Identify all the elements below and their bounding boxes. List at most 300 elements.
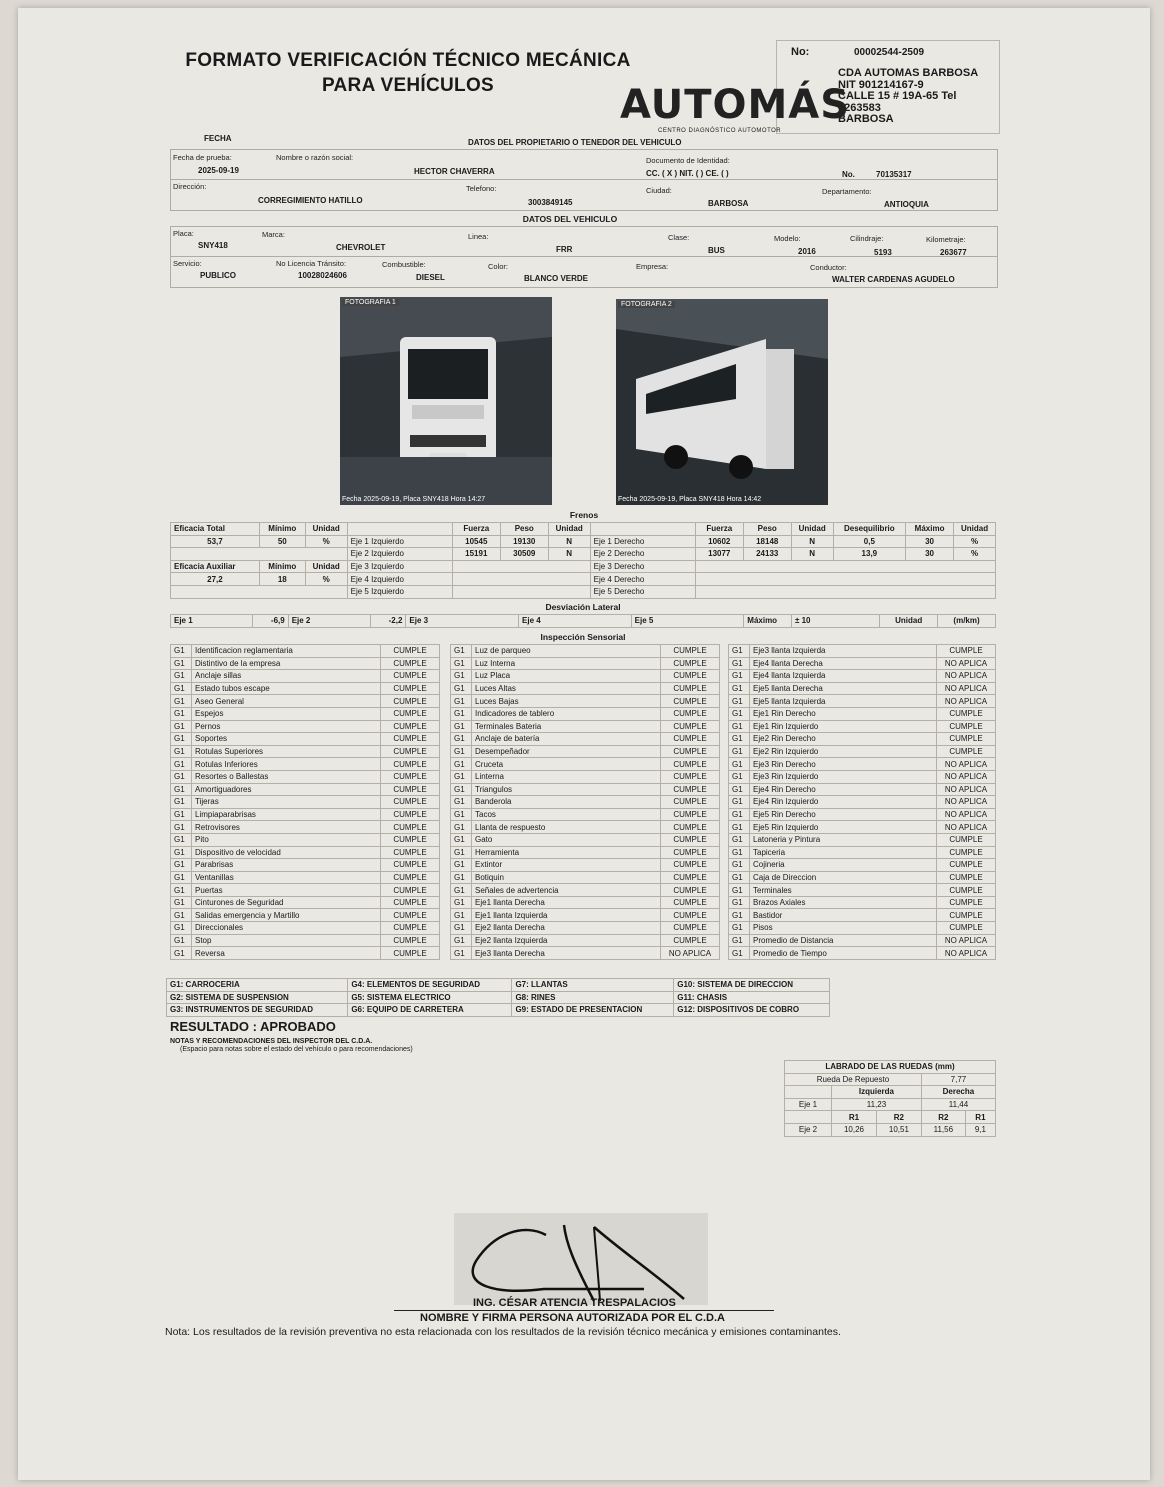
- item-name: Desempeñador: [472, 745, 661, 758]
- sensorial-row: [729, 707, 996, 720]
- item-status: CUMPLE: [937, 733, 996, 746]
- item-name: Espejos: [192, 707, 381, 720]
- item-name: Linterna: [472, 770, 661, 783]
- item-name: Luces Altas: [472, 682, 661, 695]
- color-value: BLANCO VERDE: [524, 274, 589, 283]
- group-code: G1: [451, 934, 472, 947]
- item-status: CUMPLE: [661, 808, 720, 821]
- sensorial-row: [171, 947, 440, 960]
- city-label: Ciudad:: [646, 186, 672, 195]
- sensorial-column-2: [450, 644, 720, 960]
- item-status: CUMPLE: [381, 770, 440, 783]
- item-status: CUMPLE: [381, 896, 440, 909]
- item-status: CUMPLE: [661, 720, 720, 733]
- group-code: G1: [451, 947, 472, 960]
- sensorial-row: [729, 783, 996, 796]
- fecha-label: Fecha de prueba:: [173, 153, 232, 162]
- item-status: CUMPLE: [937, 859, 996, 872]
- item-status: NO APLICA: [937, 796, 996, 809]
- aux-unidad-label: Unidad: [305, 560, 347, 573]
- item-name: Eje3 Rin Derecho: [750, 758, 937, 771]
- eje1-izq-label: Eje 1 Izquierdo: [347, 535, 452, 548]
- empty-cell: [171, 585, 348, 598]
- r1-der-label: R1: [965, 1111, 995, 1124]
- linea-label: Linea:: [468, 232, 489, 241]
- aux-minimo-label: Mínimo: [259, 560, 305, 573]
- eje2-der-fuerza: 13077: [695, 548, 743, 561]
- eficacia-aux-value: 27,2: [171, 573, 260, 586]
- item-status: CUMPLE: [381, 695, 440, 708]
- item-status: NO APLICA: [937, 783, 996, 796]
- group-code: G1: [451, 707, 472, 720]
- group-code: G1: [171, 896, 192, 909]
- item-status: CUMPLE: [381, 859, 440, 872]
- sensorial-row: [729, 833, 996, 846]
- empty-cell: [785, 1086, 832, 1099]
- sensorial-row: [171, 884, 440, 897]
- item-status: CUMPLE: [661, 871, 720, 884]
- group-code: G1: [451, 833, 472, 846]
- item-status: CUMPLE: [937, 707, 996, 720]
- item-name: Extintor: [472, 859, 661, 872]
- empty-cell: [695, 585, 995, 598]
- sensorial-row: [451, 745, 720, 758]
- item-name: Pernos: [192, 720, 381, 733]
- item-status: CUMPLE: [381, 783, 440, 796]
- item-name: Eje1 llanta Izquierda: [472, 909, 661, 922]
- sensorial-row: [729, 682, 996, 695]
- empty-cell: [695, 573, 995, 586]
- group-code: G1: [729, 770, 750, 783]
- repuesto-label: Rueda De Repuesto: [785, 1073, 922, 1086]
- item-name: Aseo General: [192, 695, 381, 708]
- item-status: CUMPLE: [381, 884, 440, 897]
- sensorial-row: [451, 833, 720, 846]
- group-code: G1: [729, 720, 750, 733]
- signature-role: NOMBRE Y FIRMA PERSONA AUTORIZADA POR EL C.D.A: [420, 1312, 725, 1324]
- group-code: G1: [729, 758, 750, 771]
- fecha-value: 2025-09-19: [198, 166, 239, 175]
- item-status: CUMPLE: [661, 682, 720, 695]
- sensorial-row: [451, 783, 720, 796]
- eje3-izq-label: Eje 3 Izquierdo: [347, 560, 452, 573]
- group-code: G1: [171, 846, 192, 859]
- legend-row: [167, 991, 830, 1004]
- logo-subtitle: CENTRO DIAGNÓSTICO AUTOMOTOR: [658, 128, 782, 134]
- doc-number: 70135317: [876, 170, 912, 179]
- eje5-izq-label: Eje 5 Izquierdo: [347, 585, 452, 598]
- legend-item: G12: DISPOSITIVOS DE COBRO: [674, 1004, 830, 1017]
- item-status: CUMPLE: [661, 884, 720, 897]
- km-value: 263677: [940, 248, 967, 257]
- eje2-der-peso: 24133: [743, 548, 791, 561]
- group-code: G1: [171, 720, 192, 733]
- group-code: G1: [451, 733, 472, 746]
- company-info: CDA AUTOMAS BARBOSA NIT 901214167-9 CALLE 15 # 19A-65 Tel 6263583 BARBOSA: [838, 67, 979, 125]
- legend-item: G3: INSTRUMENTOS DE SEGURIDAD: [167, 1004, 348, 1017]
- item-status: CUMPLE: [937, 896, 996, 909]
- item-name: Banderola: [472, 796, 661, 809]
- item-status: CUMPLE: [937, 871, 996, 884]
- photo-front-tag: FOTOGRAFIA 1: [342, 299, 399, 306]
- marca-label: Marca:: [262, 230, 285, 239]
- item-name: Caja de Direccion: [750, 871, 937, 884]
- r2-der-label: R2: [921, 1111, 965, 1124]
- item-status: CUMPLE: [661, 745, 720, 758]
- eje2-der-label: Eje 2 Derecho: [590, 548, 695, 561]
- item-status: CUMPLE: [381, 745, 440, 758]
- item-status: CUMPLE: [661, 670, 720, 683]
- lateral-title: Desviación Lateral: [545, 602, 621, 612]
- lateral-maximo-label: Máximo: [744, 615, 792, 628]
- brakes-table: [170, 522, 996, 599]
- group-code: G1: [171, 909, 192, 922]
- item-status: CUMPLE: [381, 934, 440, 947]
- item-name: Eje3 llanta Izquierda: [750, 645, 937, 658]
- sensorial-row: [451, 758, 720, 771]
- item-status: CUMPLE: [381, 909, 440, 922]
- total-unidad-value: %: [305, 535, 347, 548]
- group-code: G1: [729, 909, 750, 922]
- group-legend: [166, 978, 830, 1017]
- group-code: G1: [171, 821, 192, 834]
- eje1-des-unidad: %: [954, 535, 996, 548]
- item-status: CUMPLE: [661, 657, 720, 670]
- sensorial-row: [451, 707, 720, 720]
- doc-no-label: No.: [842, 170, 855, 179]
- fuerza-label-left: Fuerza: [452, 523, 500, 536]
- group-code: G1: [729, 871, 750, 884]
- unidad-label-right: Unidad: [791, 523, 833, 536]
- handwritten-signature: [454, 1213, 708, 1305]
- sensorial-row: [729, 846, 996, 859]
- item-name: Cojineria: [750, 859, 937, 872]
- fecha-section-title: FECHA: [204, 134, 232, 143]
- eje1-der-peso: 18148: [743, 535, 791, 548]
- legend-row: [167, 1004, 830, 1017]
- item-name: Stop: [192, 934, 381, 947]
- signature-area: [454, 1213, 708, 1305]
- total-unidad-label: Unidad: [305, 523, 347, 536]
- item-status: CUMPLE: [381, 871, 440, 884]
- item-name: Identificacion reglamentaria: [192, 645, 381, 658]
- group-code: G1: [451, 909, 472, 922]
- sensorial-row: [171, 707, 440, 720]
- legend-item: G10: SISTEMA DE DIRECCION: [674, 979, 830, 992]
- group-code: G1: [729, 896, 750, 909]
- sensorial-row: [729, 896, 996, 909]
- bus-side-image: [616, 299, 828, 505]
- item-name: Tacos: [472, 808, 661, 821]
- sensorial-row: [171, 670, 440, 683]
- item-name: Estado tubos escape: [192, 682, 381, 695]
- group-code: G1: [451, 695, 472, 708]
- sensorial-row: [171, 682, 440, 695]
- sensorial-column-3: [728, 644, 996, 960]
- item-name: Anclaje de batería: [472, 733, 661, 746]
- item-name: Latoneria y Pintura: [750, 833, 937, 846]
- wheels-eje1-label: Eje 1: [785, 1098, 832, 1111]
- item-status: CUMPLE: [661, 707, 720, 720]
- item-status: CUMPLE: [381, 808, 440, 821]
- group-code: G1: [729, 783, 750, 796]
- eje1-izq-fuerza: 10545: [452, 535, 500, 548]
- sensorial-row: [171, 796, 440, 809]
- item-name: Eje5 Rin Derecho: [750, 808, 937, 821]
- item-status: CUMPLE: [661, 796, 720, 809]
- group-code: G1: [729, 947, 750, 960]
- group-code: G1: [451, 808, 472, 821]
- photo-front-caption: Fecha 2025-09-19, Placa SNY418 Hora 14:27: [342, 496, 486, 503]
- group-code: G1: [451, 896, 472, 909]
- item-status: CUMPLE: [661, 846, 720, 859]
- legend-row: [167, 979, 830, 992]
- sensorial-row: [171, 934, 440, 947]
- legend-item: G11: CHASIS: [674, 991, 830, 1004]
- lateral-unidad-label: Unidad: [880, 615, 938, 628]
- item-status: CUMPLE: [661, 783, 720, 796]
- document-title: FORMATO VERIFICACIÓN TÉCNICO MECÁNICA PARA VEHÍCULOS: [185, 50, 631, 96]
- group-code: G1: [451, 922, 472, 935]
- sensorial-row: [729, 733, 996, 746]
- legend-item: G4: ELEMENTOS DE SEGURIDAD: [348, 979, 512, 992]
- city-value: BARBOSA: [708, 199, 749, 208]
- group-code: G1: [729, 922, 750, 935]
- lateral-eje2-value: -2,2: [370, 615, 406, 628]
- item-status: CUMPLE: [381, 682, 440, 695]
- item-status: NO APLICA: [937, 934, 996, 947]
- combustible-label: Combustible:: [382, 260, 426, 269]
- photo-side: [616, 299, 828, 505]
- group-code: G1: [171, 808, 192, 821]
- lateral-eje1-value: -6,9: [253, 615, 289, 628]
- dept-value: ANTIOQUIA: [884, 200, 929, 209]
- eficacia-total-value: 53,7: [171, 535, 260, 548]
- eje2-der-unidad: N: [791, 548, 833, 561]
- item-name: Direccionales: [192, 922, 381, 935]
- fuerza-label-right: Fuerza: [695, 523, 743, 536]
- clase-value: BUS: [708, 246, 725, 255]
- phone-value: 3003849145: [528, 198, 573, 207]
- group-code: G1: [451, 770, 472, 783]
- conductor-label: Conductor:: [810, 263, 847, 272]
- servicio-label: Servicio:: [173, 259, 202, 268]
- km-label: Kilometraje:: [926, 235, 966, 244]
- item-name: Tapiceria: [750, 846, 937, 859]
- sensorial-row: [729, 871, 996, 884]
- item-status: CUMPLE: [381, 657, 440, 670]
- lateral-maximo-value: ± 10: [791, 615, 879, 628]
- sensorial-row: [451, 657, 720, 670]
- group-code: G1: [451, 657, 472, 670]
- item-name: Gato: [472, 833, 661, 846]
- sensorial-row: [451, 884, 720, 897]
- lateral-eje4-label: Eje 4: [519, 615, 632, 628]
- item-name: Eje4 Rin Derecho: [750, 783, 937, 796]
- item-status: CUMPLE: [661, 645, 720, 658]
- wheels-eje2-label: Eje 2: [785, 1123, 832, 1136]
- lateral-unidad-value: (m/km): [938, 615, 996, 628]
- item-name: Parabrisas: [192, 859, 381, 872]
- eje1-der-fuerza: 10602: [695, 535, 743, 548]
- item-status: CUMPLE: [381, 821, 440, 834]
- item-status: CUMPLE: [937, 909, 996, 922]
- group-code: G1: [171, 670, 192, 683]
- eje1-izq-unidad: N: [548, 535, 590, 548]
- lateral-eje2-label: Eje 2: [288, 615, 370, 628]
- item-status: NO APLICA: [937, 808, 996, 821]
- sensorial-row: [451, 645, 720, 658]
- eje5-der-label: Eje 5 Derecho: [590, 585, 695, 598]
- maximo-label: Máximo: [906, 523, 954, 536]
- wheels-title: LABRADO DE LAS RUEDAS (mm): [785, 1061, 996, 1074]
- item-name: Promedio de Tiempo: [750, 947, 937, 960]
- dept-label: Departamento:: [822, 187, 872, 196]
- empty-cell: [347, 523, 452, 536]
- group-code: G1: [451, 645, 472, 658]
- sensorial-row: [729, 670, 996, 683]
- legend-item: G9: ESTADO DE PRESENTACION: [512, 1004, 674, 1017]
- eje2-maximo: 30: [906, 548, 954, 561]
- group-code: G1: [171, 733, 192, 746]
- group-code: G1: [171, 682, 192, 695]
- sensorial-row: [729, 657, 996, 670]
- sensorial-row: [451, 682, 720, 695]
- item-name: Indicadores de tablero: [472, 707, 661, 720]
- item-status: CUMPLE: [381, 947, 440, 960]
- item-name: Herramienta: [472, 846, 661, 859]
- group-code: G1: [171, 770, 192, 783]
- r1-izq-label: R1: [832, 1111, 877, 1124]
- wheels-eje1-der: 11,44: [921, 1098, 995, 1111]
- inspection-sheet: [18, 8, 1150, 1480]
- item-status: CUMPLE: [661, 695, 720, 708]
- item-name: Ventanillas: [192, 871, 381, 884]
- sensorial-row: [171, 896, 440, 909]
- eje1-der-label: Eje 1 Derecho: [590, 535, 695, 548]
- placa-label: Placa:: [173, 229, 194, 238]
- item-name: Soportes: [192, 733, 381, 746]
- group-code: G1: [171, 922, 192, 935]
- sensorial-row: [171, 808, 440, 821]
- item-name: Eje1 Rin Izquierdo: [750, 720, 937, 733]
- number-label: No:: [791, 46, 810, 58]
- sensorial-row: [729, 695, 996, 708]
- item-name: Anclaje sillas: [192, 670, 381, 683]
- item-status: CUMPLE: [381, 796, 440, 809]
- item-name: Dispositivo de velocidad: [192, 846, 381, 859]
- eje2-des-unidad: %: [954, 548, 996, 561]
- item-name: Brazos Axiales: [750, 896, 937, 909]
- aux-minimo-value: 18: [259, 573, 305, 586]
- item-status: NO APLICA: [937, 770, 996, 783]
- item-name: Llanta de respuesto: [472, 821, 661, 834]
- wheels-eje2-izq-r2: 10,51: [876, 1123, 921, 1136]
- sensorial-row: [451, 770, 720, 783]
- sensorial-row: [451, 796, 720, 809]
- item-name: Eje5 Rin Izquierdo: [750, 821, 937, 834]
- footer-note: Nota: Los resultados de la revisión preventiva no esta relacionada con los resultados de la revisión técnico mecánica y emisiones contaminantes.: [165, 1326, 841, 1338]
- sensorial-row: [729, 884, 996, 897]
- item-name: Señales de advertencia: [472, 884, 661, 897]
- item-status: NO APLICA: [661, 947, 720, 960]
- group-code: G1: [729, 707, 750, 720]
- sensorial-row: [451, 695, 720, 708]
- item-status: NO APLICA: [937, 947, 996, 960]
- wheels-eje2-izq-r1: 10,26: [832, 1123, 877, 1136]
- item-name: Terminales Bateria: [472, 720, 661, 733]
- item-status: CUMPLE: [661, 859, 720, 872]
- sensorial-row: [451, 720, 720, 733]
- item-name: Luces Bajas: [472, 695, 661, 708]
- eje1-izq-peso: 19130: [500, 535, 548, 548]
- item-status: CUMPLE: [381, 922, 440, 935]
- eje3-der-label: Eje 3 Derecho: [590, 560, 695, 573]
- item-status: CUMPLE: [937, 884, 996, 897]
- item-name: Eje1 Rin Derecho: [750, 707, 937, 720]
- item-status: CUMPLE: [661, 909, 720, 922]
- wheels-eje1-izq: 11,23: [832, 1098, 922, 1111]
- item-name: Eje2 Rin Derecho: [750, 733, 937, 746]
- cilindraje-value: 5193: [874, 248, 892, 257]
- document-number: 00002544-2509: [854, 47, 925, 58]
- sensorial-row: [451, 909, 720, 922]
- sensorial-title: Inspección Sensorial: [540, 632, 626, 642]
- peso-label-left: Peso: [500, 523, 548, 536]
- group-code: G1: [729, 645, 750, 658]
- eje4-der-label: Eje 4 Derecho: [590, 573, 695, 586]
- group-code: G1: [451, 682, 472, 695]
- item-name: Pisos: [750, 922, 937, 935]
- item-status: NO APLICA: [937, 657, 996, 670]
- owner-divider: [170, 179, 998, 180]
- item-status: CUMPLE: [381, 833, 440, 846]
- sensorial-row: [729, 720, 996, 733]
- doc-label: Documento de Identidad:: [646, 156, 730, 165]
- item-name: Eje4 Rin Izquierdo: [750, 796, 937, 809]
- legend-item: G2: SISTEMA DE SUSPENSION: [167, 991, 348, 1004]
- item-name: Salidas emergencia y Martillo: [192, 909, 381, 922]
- vehicle-section-title: DATOS DEL VEHICULO: [522, 214, 618, 224]
- eje2-izq-unidad: N: [548, 548, 590, 561]
- empty-cell: [695, 560, 995, 573]
- sensorial-row: [451, 733, 720, 746]
- group-code: G1: [451, 670, 472, 683]
- group-code: G1: [171, 859, 192, 872]
- sensorial-row: [171, 770, 440, 783]
- item-name: Eje3 Rin Izquierdo: [750, 770, 937, 783]
- color-label: Color:: [488, 262, 509, 271]
- item-status: CUMPLE: [661, 896, 720, 909]
- item-status: NO APLICA: [937, 821, 996, 834]
- eficacia-aux-label: Eficacia Auxiliar: [171, 560, 260, 573]
- eje1-maximo: 30: [906, 535, 954, 548]
- group-code: G1: [729, 670, 750, 683]
- item-name: Luz Placa: [472, 670, 661, 683]
- group-code: G1: [729, 821, 750, 834]
- photo-side-caption: Fecha 2025-09-19, Placa SNY418 Hora 14:42: [618, 496, 762, 503]
- item-name: Eje2 Rin Izquierdo: [750, 745, 937, 758]
- clase-label: Clase:: [668, 233, 690, 242]
- item-name: Promedio de Distancia: [750, 934, 937, 947]
- item-status: CUMPLE: [661, 733, 720, 746]
- group-code: G1: [451, 859, 472, 872]
- linea-value: FRR: [556, 245, 573, 254]
- sensorial-row: [171, 695, 440, 708]
- group-code: G1: [171, 657, 192, 670]
- group-code: G1: [171, 695, 192, 708]
- group-code: G1: [171, 796, 192, 809]
